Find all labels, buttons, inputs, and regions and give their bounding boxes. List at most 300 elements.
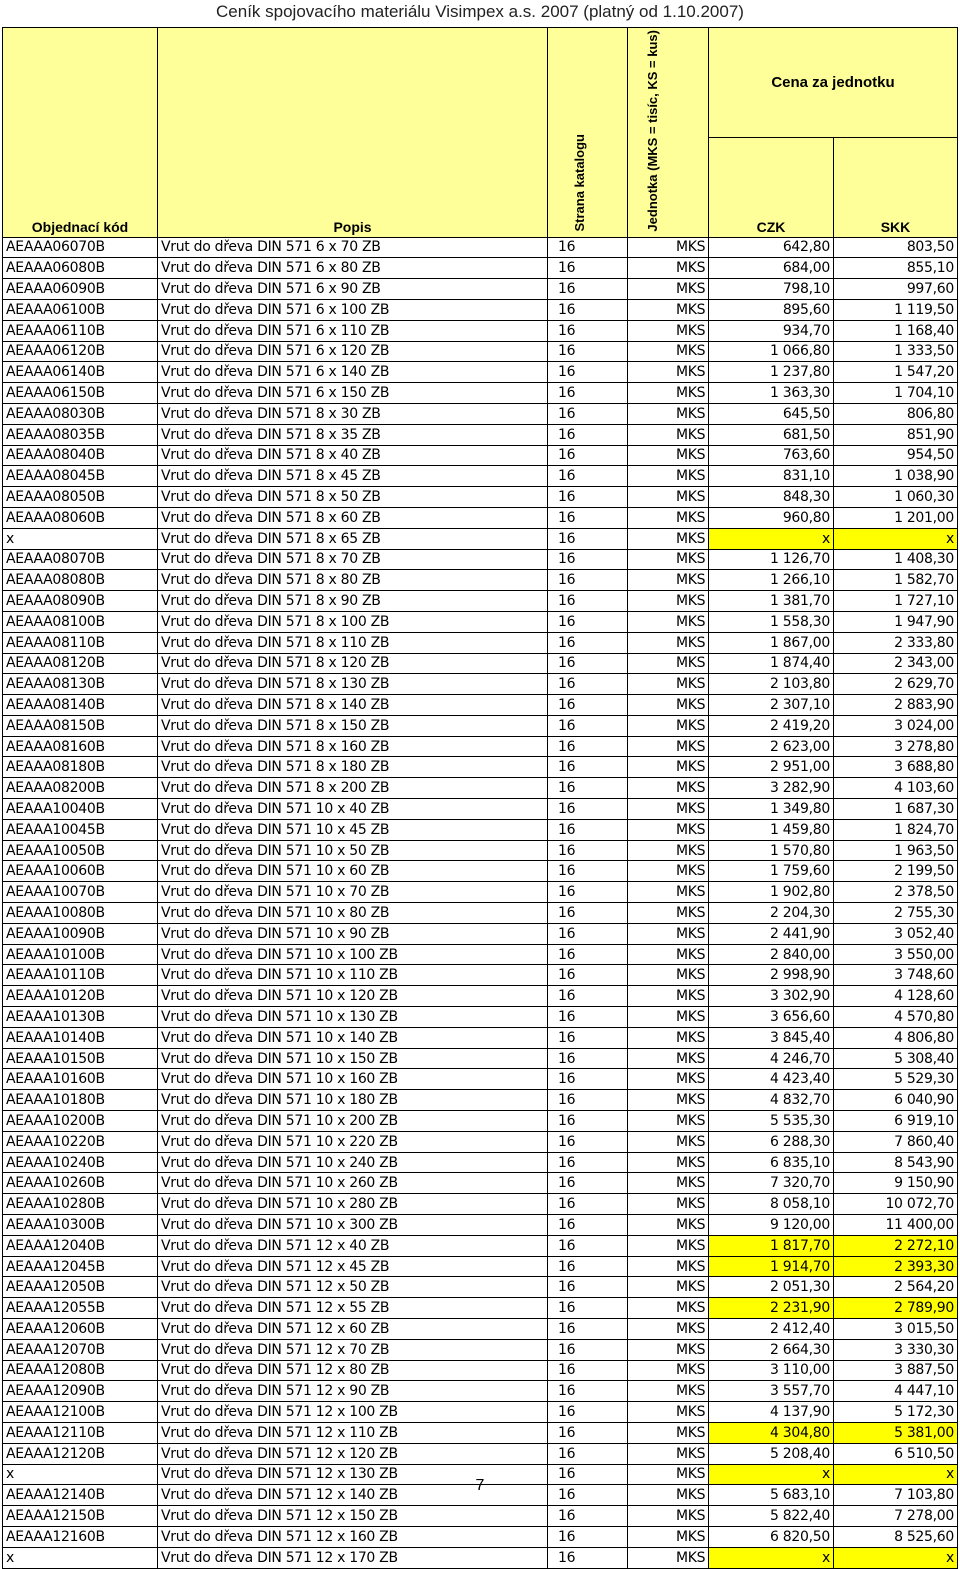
row-unit: MKS xyxy=(628,882,709,903)
row-price-czk: 2 998,90 xyxy=(709,965,834,986)
row-page: 16 xyxy=(548,840,628,861)
row-page: 16 xyxy=(548,1173,628,1194)
row-price-skk: 1 824,70 xyxy=(834,819,958,840)
table-row xyxy=(3,1152,958,1173)
row-code: AEAAA10260B xyxy=(3,1173,158,1194)
row-page: 16 xyxy=(548,1464,628,1485)
table-row xyxy=(3,1526,958,1547)
row-description: Vrut do dřeva DIN 571 10 x 45 ZB xyxy=(158,819,548,840)
row-unit: MKS xyxy=(628,299,709,320)
row-price-czk: 4 246,70 xyxy=(709,1048,834,1069)
row-price-czk: 960,80 xyxy=(709,507,834,528)
row-code: AEAAA08030B xyxy=(3,403,158,424)
row-unit: MKS xyxy=(628,362,709,383)
row-unit: MKS xyxy=(628,1485,709,1506)
row-unit: MKS xyxy=(628,1007,709,1028)
row-code: AEAAA10240B xyxy=(3,1152,158,1173)
row-code: AEAAA12055B xyxy=(3,1298,158,1319)
row-code: AEAAA08050B xyxy=(3,487,158,508)
row-code: AEAAA08045B xyxy=(3,466,158,487)
row-price-skk: 7 278,00 xyxy=(834,1506,958,1527)
row-code: AEAAA12090B xyxy=(3,1381,158,1402)
row-code: AEAAA08180B xyxy=(3,757,158,778)
table-row xyxy=(3,1443,958,1464)
row-description: Vrut do dřeva DIN 571 10 x 300 ZB xyxy=(158,1215,548,1236)
table-row xyxy=(3,1256,958,1277)
header-skk: SKK xyxy=(834,138,958,237)
row-page: 16 xyxy=(548,466,628,487)
row-unit: MKS xyxy=(628,695,709,716)
row-unit: MKS xyxy=(628,383,709,404)
header-price: Cena za jednotku xyxy=(709,28,958,138)
table-row xyxy=(3,840,958,861)
row-code: AEAAA12100B xyxy=(3,1402,158,1423)
table-row xyxy=(3,1235,958,1256)
row-price-czk: 2 103,80 xyxy=(709,674,834,695)
header-page-label: Strana katalogu xyxy=(571,134,587,232)
row-price-skk: 6 919,10 xyxy=(834,1111,958,1132)
table-row xyxy=(3,279,958,300)
row-price-czk: x xyxy=(709,1547,834,1568)
header-czk: CZK xyxy=(709,138,834,237)
row-unit: MKS xyxy=(628,715,709,736)
row-description: Vrut do dřeva DIN 571 10 x 130 ZB xyxy=(158,1007,548,1028)
row-unit: MKS xyxy=(628,1256,709,1277)
row-unit: MKS xyxy=(628,1131,709,1152)
row-price-czk: x xyxy=(709,1464,834,1485)
row-price-czk: 3 557,70 xyxy=(709,1381,834,1402)
row-description: Vrut do dřeva DIN 571 6 x 120 ZB xyxy=(158,341,548,362)
row-description: Vrut do dřeva DIN 571 6 x 140 ZB xyxy=(158,362,548,383)
row-price-skk: 11 400,00 xyxy=(834,1215,958,1236)
row-page: 16 xyxy=(548,341,628,362)
row-unit: MKS xyxy=(628,424,709,445)
table-row xyxy=(3,1402,958,1423)
row-unit: MKS xyxy=(628,1152,709,1173)
row-code: AEAAA06080B xyxy=(3,258,158,279)
row-price-czk: 1 817,70 xyxy=(709,1235,834,1256)
row-code: AEAAA12160B xyxy=(3,1526,158,1547)
row-price-czk: 763,60 xyxy=(709,445,834,466)
row-price-skk: 5 381,00 xyxy=(834,1422,958,1443)
row-code: AEAAA10300B xyxy=(3,1215,158,1236)
row-price-czk: 2 840,00 xyxy=(709,944,834,965)
row-unit: MKS xyxy=(628,799,709,820)
row-price-skk: 2 393,30 xyxy=(834,1256,958,1277)
row-price-skk: 8 525,60 xyxy=(834,1526,958,1547)
row-price-skk: 2 883,90 xyxy=(834,695,958,716)
row-code: AEAAA10220B xyxy=(3,1131,158,1152)
row-unit: MKS xyxy=(628,1215,709,1236)
row-code: x xyxy=(3,1547,158,1568)
row-page: 16 xyxy=(548,1402,628,1423)
row-price-czk: 4 137,90 xyxy=(709,1402,834,1423)
row-page: 16 xyxy=(548,237,628,258)
row-price-skk: 803,50 xyxy=(834,237,958,258)
row-page: 16 xyxy=(548,965,628,986)
row-page: 16 xyxy=(548,570,628,591)
row-price-skk: 2 629,70 xyxy=(834,674,958,695)
row-page: 16 xyxy=(548,1526,628,1547)
row-description: Vrut do dřeva DIN 571 8 x 150 ZB xyxy=(158,715,548,736)
row-price-czk: 5 535,30 xyxy=(709,1111,834,1132)
row-description: Vrut do dřeva DIN 571 8 x 120 ZB xyxy=(158,653,548,674)
row-page: 16 xyxy=(548,1027,628,1048)
row-unit: MKS xyxy=(628,1422,709,1443)
row-page: 16 xyxy=(548,1069,628,1090)
row-unit: MKS xyxy=(628,1547,709,1568)
row-description: Vrut do dřeva DIN 571 8 x 30 ZB xyxy=(158,403,548,424)
row-page: 16 xyxy=(548,674,628,695)
row-price-czk: 3 110,00 xyxy=(709,1360,834,1381)
row-price-czk: 9 120,00 xyxy=(709,1215,834,1236)
row-page: 16 xyxy=(548,403,628,424)
row-price-czk: 2 441,90 xyxy=(709,923,834,944)
row-page: 16 xyxy=(548,944,628,965)
row-unit: MKS xyxy=(628,1173,709,1194)
table-row xyxy=(3,320,958,341)
table-row xyxy=(3,591,958,612)
row-page: 16 xyxy=(548,861,628,882)
row-code: AEAAA12045B xyxy=(3,1256,158,1277)
table-row xyxy=(3,1215,958,1236)
row-price-czk: 1 066,80 xyxy=(709,341,834,362)
row-unit: MKS xyxy=(628,591,709,612)
row-code: AEAAA12080B xyxy=(3,1360,158,1381)
row-code: AEAAA08140B xyxy=(3,695,158,716)
row-code: AEAAA08120B xyxy=(3,653,158,674)
row-price-czk: 2 412,40 xyxy=(709,1319,834,1340)
row-code: AEAAA10130B xyxy=(3,1007,158,1028)
row-page: 16 xyxy=(548,1422,628,1443)
table-row xyxy=(3,715,958,736)
row-price-skk: 2 378,50 xyxy=(834,882,958,903)
row-description: Vrut do dřeva DIN 571 10 x 240 ZB xyxy=(158,1152,548,1173)
row-price-skk: 1 333,50 xyxy=(834,341,958,362)
row-page: 16 xyxy=(548,1381,628,1402)
row-price-skk: 851,90 xyxy=(834,424,958,445)
row-description: Vrut do dřeva DIN 571 12 x 60 ZB xyxy=(158,1319,548,1340)
row-unit: MKS xyxy=(628,549,709,570)
row-unit: MKS xyxy=(628,237,709,258)
row-description: Vrut do dřeva DIN 571 6 x 100 ZB xyxy=(158,299,548,320)
row-description: Vrut do dřeva DIN 571 8 x 60 ZB xyxy=(158,507,548,528)
row-price-skk: 1 947,90 xyxy=(834,611,958,632)
row-code: AEAAA06110B xyxy=(3,320,158,341)
row-price-skk: 1 408,30 xyxy=(834,549,958,570)
row-description: Vrut do dřeva DIN 571 8 x 130 ZB xyxy=(158,674,548,695)
row-price-skk: 3 748,60 xyxy=(834,965,958,986)
table-row xyxy=(3,986,958,1007)
row-price-skk: 1 547,20 xyxy=(834,362,958,383)
row-price-skk: 7 103,80 xyxy=(834,1485,958,1506)
row-price-skk: 5 308,40 xyxy=(834,1048,958,1069)
row-price-czk: 2 307,10 xyxy=(709,695,834,716)
row-price-czk: 1 558,30 xyxy=(709,611,834,632)
row-price-skk: 1 727,10 xyxy=(834,591,958,612)
table-row xyxy=(3,237,958,258)
row-code: AEAAA10050B xyxy=(3,840,158,861)
row-price-czk: 2 419,20 xyxy=(709,715,834,736)
row-unit: MKS xyxy=(628,778,709,799)
row-code: AEAAA10140B xyxy=(3,1027,158,1048)
row-price-skk: 3 688,80 xyxy=(834,757,958,778)
row-price-czk: 2 623,00 xyxy=(709,736,834,757)
row-price-czk: 5 683,10 xyxy=(709,1485,834,1506)
row-price-czk: 2 951,00 xyxy=(709,757,834,778)
row-code: AEAAA10280B xyxy=(3,1194,158,1215)
row-price-czk: 1 381,70 xyxy=(709,591,834,612)
row-code: AEAAA08160B xyxy=(3,736,158,757)
table-row xyxy=(3,799,958,820)
row-unit: MKS xyxy=(628,258,709,279)
row-unit: MKS xyxy=(628,840,709,861)
row-page: 16 xyxy=(548,1111,628,1132)
table-row xyxy=(3,1360,958,1381)
row-page: 16 xyxy=(548,653,628,674)
table-row xyxy=(3,258,958,279)
row-unit: MKS xyxy=(628,1506,709,1527)
row-price-czk: 2 231,90 xyxy=(709,1298,834,1319)
row-unit: MKS xyxy=(628,528,709,549)
row-page: 16 xyxy=(548,487,628,508)
row-unit: MKS xyxy=(628,1360,709,1381)
row-price-czk: 642,80 xyxy=(709,237,834,258)
row-code: x xyxy=(3,528,158,549)
row-price-czk: 3 845,40 xyxy=(709,1027,834,1048)
row-price-skk: x xyxy=(834,1547,958,1568)
row-code: AEAAA06100B xyxy=(3,299,158,320)
table-row xyxy=(3,341,958,362)
table-row xyxy=(3,1381,958,1402)
row-code: AEAAA12050B xyxy=(3,1277,158,1298)
row-price-czk: 1 570,80 xyxy=(709,840,834,861)
row-description: Vrut do dřeva DIN 571 12 x 120 ZB xyxy=(158,1443,548,1464)
row-unit: MKS xyxy=(628,1526,709,1547)
row-unit: MKS xyxy=(628,632,709,653)
row-code: AEAAA08080B xyxy=(3,570,158,591)
row-unit: MKS xyxy=(628,1027,709,1048)
row-price-czk: 1 902,80 xyxy=(709,882,834,903)
table-row xyxy=(3,882,958,903)
row-page: 16 xyxy=(548,1360,628,1381)
table-row xyxy=(3,570,958,591)
row-page: 16 xyxy=(548,1277,628,1298)
row-code: AEAAA10070B xyxy=(3,882,158,903)
row-unit: MKS xyxy=(628,1048,709,1069)
row-unit: MKS xyxy=(628,445,709,466)
row-price-czk: 681,50 xyxy=(709,424,834,445)
row-price-skk: 806,80 xyxy=(834,403,958,424)
row-unit: MKS xyxy=(628,986,709,1007)
row-description: Vrut do dřeva DIN 571 8 x 50 ZB xyxy=(158,487,548,508)
row-page: 16 xyxy=(548,986,628,1007)
header-page xyxy=(548,28,628,238)
row-code: AEAAA06150B xyxy=(3,383,158,404)
row-description: Vrut do dřeva DIN 571 10 x 50 ZB xyxy=(158,840,548,861)
row-page: 16 xyxy=(548,923,628,944)
row-description: Vrut do dřeva DIN 571 10 x 100 ZB xyxy=(158,944,548,965)
row-unit: MKS xyxy=(628,944,709,965)
row-page: 16 xyxy=(548,1152,628,1173)
table-row xyxy=(3,736,958,757)
row-price-czk: 1 867,00 xyxy=(709,632,834,653)
row-price-skk: 4 447,10 xyxy=(834,1381,958,1402)
table-row xyxy=(3,487,958,508)
row-price-czk: 1 459,80 xyxy=(709,819,834,840)
row-unit: MKS xyxy=(628,903,709,924)
row-unit: MKS xyxy=(628,279,709,300)
table-row xyxy=(3,445,958,466)
table-row xyxy=(3,965,958,986)
row-unit: MKS xyxy=(628,1402,709,1423)
row-description: Vrut do dřeva DIN 571 8 x 40 ZB xyxy=(158,445,548,466)
row-page: 16 xyxy=(548,903,628,924)
table-row xyxy=(3,1027,958,1048)
row-page: 16 xyxy=(548,1007,628,1028)
row-code: AEAAA08040B xyxy=(3,445,158,466)
row-description: Vrut do dřeva DIN 571 8 x 160 ZB xyxy=(158,736,548,757)
header-unit xyxy=(628,28,709,238)
row-unit: MKS xyxy=(628,653,709,674)
row-code: AEAAA06070B xyxy=(3,237,158,258)
table-row xyxy=(3,1298,958,1319)
row-unit: MKS xyxy=(628,1069,709,1090)
row-price-czk: 4 304,80 xyxy=(709,1422,834,1443)
row-price-skk: 4 806,80 xyxy=(834,1027,958,1048)
row-price-czk: 1 266,10 xyxy=(709,570,834,591)
table-row xyxy=(3,1547,958,1568)
table-row xyxy=(3,632,958,653)
row-price-skk: x xyxy=(834,1464,958,1485)
row-unit: MKS xyxy=(628,403,709,424)
page-title: Ceník spojovacího materiálu Visimpex a.s. 2007 (platný od 1.10.2007) xyxy=(216,2,744,21)
row-price-skk: 3 052,40 xyxy=(834,923,958,944)
row-code: AEAAA08150B xyxy=(3,715,158,736)
row-page: 16 xyxy=(548,549,628,570)
row-unit: MKS xyxy=(628,341,709,362)
row-page: 16 xyxy=(548,1506,628,1527)
row-code: AEAAA08200B xyxy=(3,778,158,799)
row-code: x xyxy=(3,1464,158,1485)
row-code: AEAAA10100B xyxy=(3,944,158,965)
row-page: 16 xyxy=(548,1547,628,1568)
row-code: AEAAA12140B xyxy=(3,1485,158,1506)
row-price-skk: 3 550,00 xyxy=(834,944,958,965)
row-code: AEAAA12060B xyxy=(3,1319,158,1340)
table-row xyxy=(3,1111,958,1132)
row-unit: MKS xyxy=(628,923,709,944)
table-row xyxy=(3,383,958,404)
row-price-czk: 2 664,30 xyxy=(709,1339,834,1360)
row-price-czk: 1 759,60 xyxy=(709,861,834,882)
row-unit: MKS xyxy=(628,611,709,632)
row-price-czk: 3 656,60 xyxy=(709,1007,834,1028)
row-price-skk: 7 860,40 xyxy=(834,1131,958,1152)
table-row xyxy=(3,424,958,445)
row-description: Vrut do dřeva DIN 571 12 x 150 ZB xyxy=(158,1506,548,1527)
row-page: 16 xyxy=(548,736,628,757)
table-row xyxy=(3,1339,958,1360)
row-unit: MKS xyxy=(628,1319,709,1340)
row-code: AEAAA06140B xyxy=(3,362,158,383)
row-price-skk: 3 024,00 xyxy=(834,715,958,736)
row-price-skk: 1 704,10 xyxy=(834,383,958,404)
row-code: AEAAA08090B xyxy=(3,591,158,612)
row-price-czk: 6 288,30 xyxy=(709,1131,834,1152)
row-description: Vrut do dřeva DIN 571 8 x 180 ZB xyxy=(158,757,548,778)
row-code: AEAAA10040B xyxy=(3,799,158,820)
row-page: 16 xyxy=(548,882,628,903)
table-row xyxy=(3,695,958,716)
table-header xyxy=(3,28,958,238)
table-row xyxy=(3,1069,958,1090)
row-page: 16 xyxy=(548,1319,628,1340)
row-description: Vrut do dřeva DIN 571 10 x 260 ZB xyxy=(158,1173,548,1194)
table-row xyxy=(3,1048,958,1069)
row-price-skk: 2 564,20 xyxy=(834,1277,958,1298)
row-price-skk: 3 330,30 xyxy=(834,1339,958,1360)
row-unit: MKS xyxy=(628,320,709,341)
row-unit: MKS xyxy=(628,1339,709,1360)
table-row xyxy=(3,1422,958,1443)
row-description: Vrut do dřeva DIN 571 8 x 100 ZB xyxy=(158,611,548,632)
row-page: 16 xyxy=(548,799,628,820)
row-page: 16 xyxy=(548,1256,628,1277)
row-unit: MKS xyxy=(628,507,709,528)
row-price-czk: 895,60 xyxy=(709,299,834,320)
row-price-czk: 1 363,30 xyxy=(709,383,834,404)
table-row xyxy=(3,403,958,424)
row-description: Vrut do dřeva DIN 571 8 x 200 ZB xyxy=(158,778,548,799)
row-code: AEAAA12070B xyxy=(3,1339,158,1360)
row-price-skk: 1 060,30 xyxy=(834,487,958,508)
row-description: Vrut do dřeva DIN 571 8 x 90 ZB xyxy=(158,591,548,612)
row-unit: MKS xyxy=(628,1090,709,1111)
row-price-skk: 3 015,50 xyxy=(834,1319,958,1340)
price-table xyxy=(2,27,958,1569)
row-price-czk: 1 874,40 xyxy=(709,653,834,674)
table-row xyxy=(3,611,958,632)
row-page: 16 xyxy=(548,778,628,799)
row-page: 16 xyxy=(548,1298,628,1319)
table-row xyxy=(3,819,958,840)
row-unit: MKS xyxy=(628,1464,709,1485)
row-code: AEAAA10060B xyxy=(3,861,158,882)
row-description: Vrut do dřeva DIN 571 6 x 150 ZB xyxy=(158,383,548,404)
row-description: Vrut do dřeva DIN 571 6 x 110 ZB xyxy=(158,320,548,341)
row-code: AEAAA10120B xyxy=(3,986,158,1007)
row-page: 16 xyxy=(548,1339,628,1360)
row-description: Vrut do dřeva DIN 571 6 x 70 ZB xyxy=(158,237,548,258)
row-price-skk: 2 272,10 xyxy=(834,1235,958,1256)
table-row xyxy=(3,507,958,528)
row-page: 16 xyxy=(548,715,628,736)
row-description: Vrut do dřeva DIN 571 12 x 140 ZB xyxy=(158,1485,548,1506)
row-price-czk: 7 320,70 xyxy=(709,1173,834,1194)
row-unit: MKS xyxy=(628,965,709,986)
row-page: 16 xyxy=(548,1048,628,1069)
row-description: Vrut do dřeva DIN 571 10 x 110 ZB xyxy=(158,965,548,986)
page-number: 7 xyxy=(475,1477,485,1494)
row-description: Vrut do dřeva DIN 571 8 x 80 ZB xyxy=(158,570,548,591)
table-row xyxy=(3,1319,958,1340)
table-row xyxy=(3,653,958,674)
table-row xyxy=(3,1173,958,1194)
row-unit: MKS xyxy=(628,736,709,757)
header-unit-label: Jednotka (MKS = tisíc, KS = kus) xyxy=(645,30,660,232)
row-price-czk: 798,10 xyxy=(709,279,834,300)
